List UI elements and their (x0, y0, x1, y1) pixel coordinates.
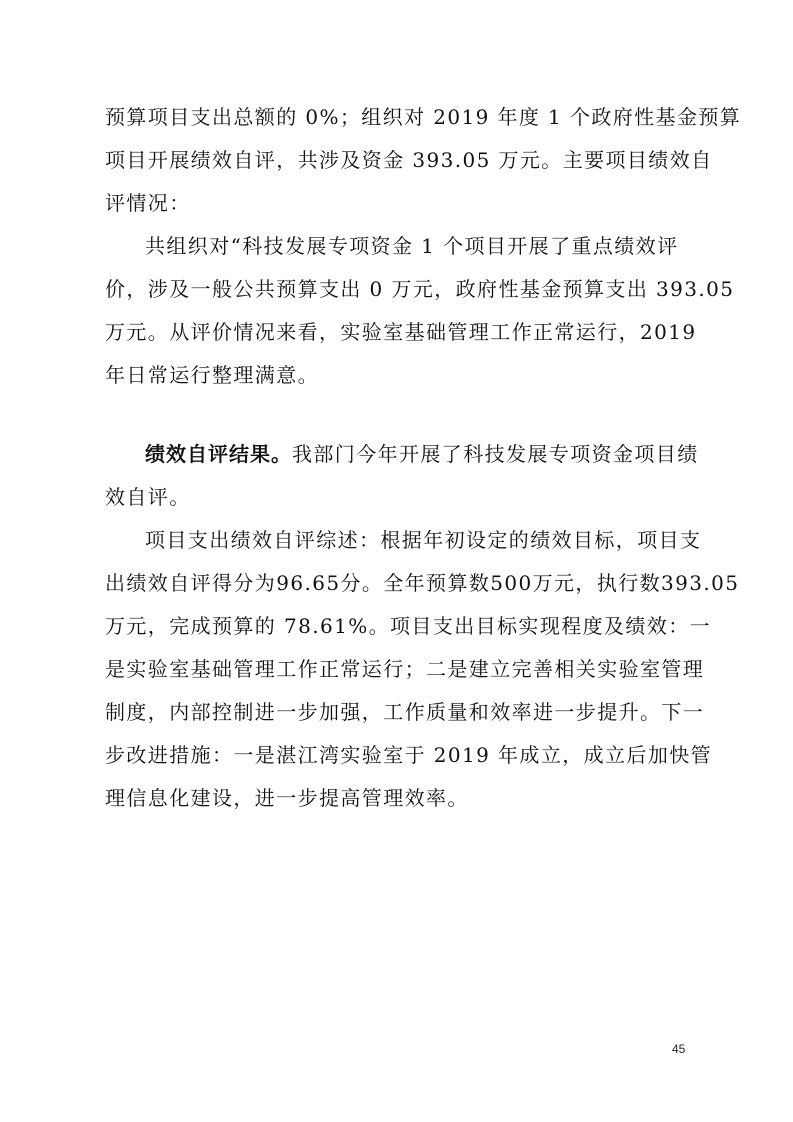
paragraph-4-line-7: 理信息化建设，进一步提高管理效率。 (105, 786, 469, 810)
paragraph-2-line-1: 共组织对“科技发展专项资金 1 个项目开展了重点绩效评 (145, 234, 679, 258)
paragraph-4-line-3: 万元，完成预算的 78.61%。项目支出目标实现程度及绩效：一 (105, 614, 712, 638)
paragraph-3-line-1 (145, 441, 699, 467)
paragraph-3-line-2: 效自评。 (105, 485, 191, 509)
paragraph-1-line-1: 预算项目支出总额的 0%；组织对 2019 年度 1 个政府性基金预算 (105, 105, 742, 129)
results-intro: 我部门今年开展了科技发展专项资金项目绩 (292, 442, 699, 466)
paragraph-2-line-4: 年日常运行整理满意。 (105, 363, 319, 387)
page-number: 45 (672, 1042, 686, 1056)
paragraph-4-line-6: 步改进措施：一是湛江湾实验室于 2019 年成立，成立后加快管 (105, 743, 713, 767)
paragraph-4-line-5: 制度，内部控制进一步加强，工作质量和效率进一步提升。下一 (105, 700, 705, 724)
results-heading: 绩效自评结果。 (145, 442, 292, 466)
paragraph-4-line-1: 项目支出绩效自评综述：根据年初设定的绩效目标，项目支 (145, 528, 702, 552)
paragraph-1-line-3: 评情况： (105, 191, 191, 215)
paragraph-4-line-2: 出绩效自评得分为96.65分。全年预算数500万元，执行数393.05 (105, 571, 740, 595)
paragraph-2-line-3: 万元。从评价情况来看，实验室基础管理工作正常运行，2019 (105, 320, 697, 344)
paragraph-4-line-4: 是实验室基础管理工作正常运行；二是建立完善相关实验室管理 (105, 657, 705, 681)
paragraph-1-line-2: 项目开展绩效自评，共涉及资金 393.05 万元。主要项目绩效自 (105, 148, 713, 172)
paragraph-2-line-2: 价，涉及一般公共预算支出 0 万元，政府性基金预算支出 393.05 (105, 277, 735, 301)
